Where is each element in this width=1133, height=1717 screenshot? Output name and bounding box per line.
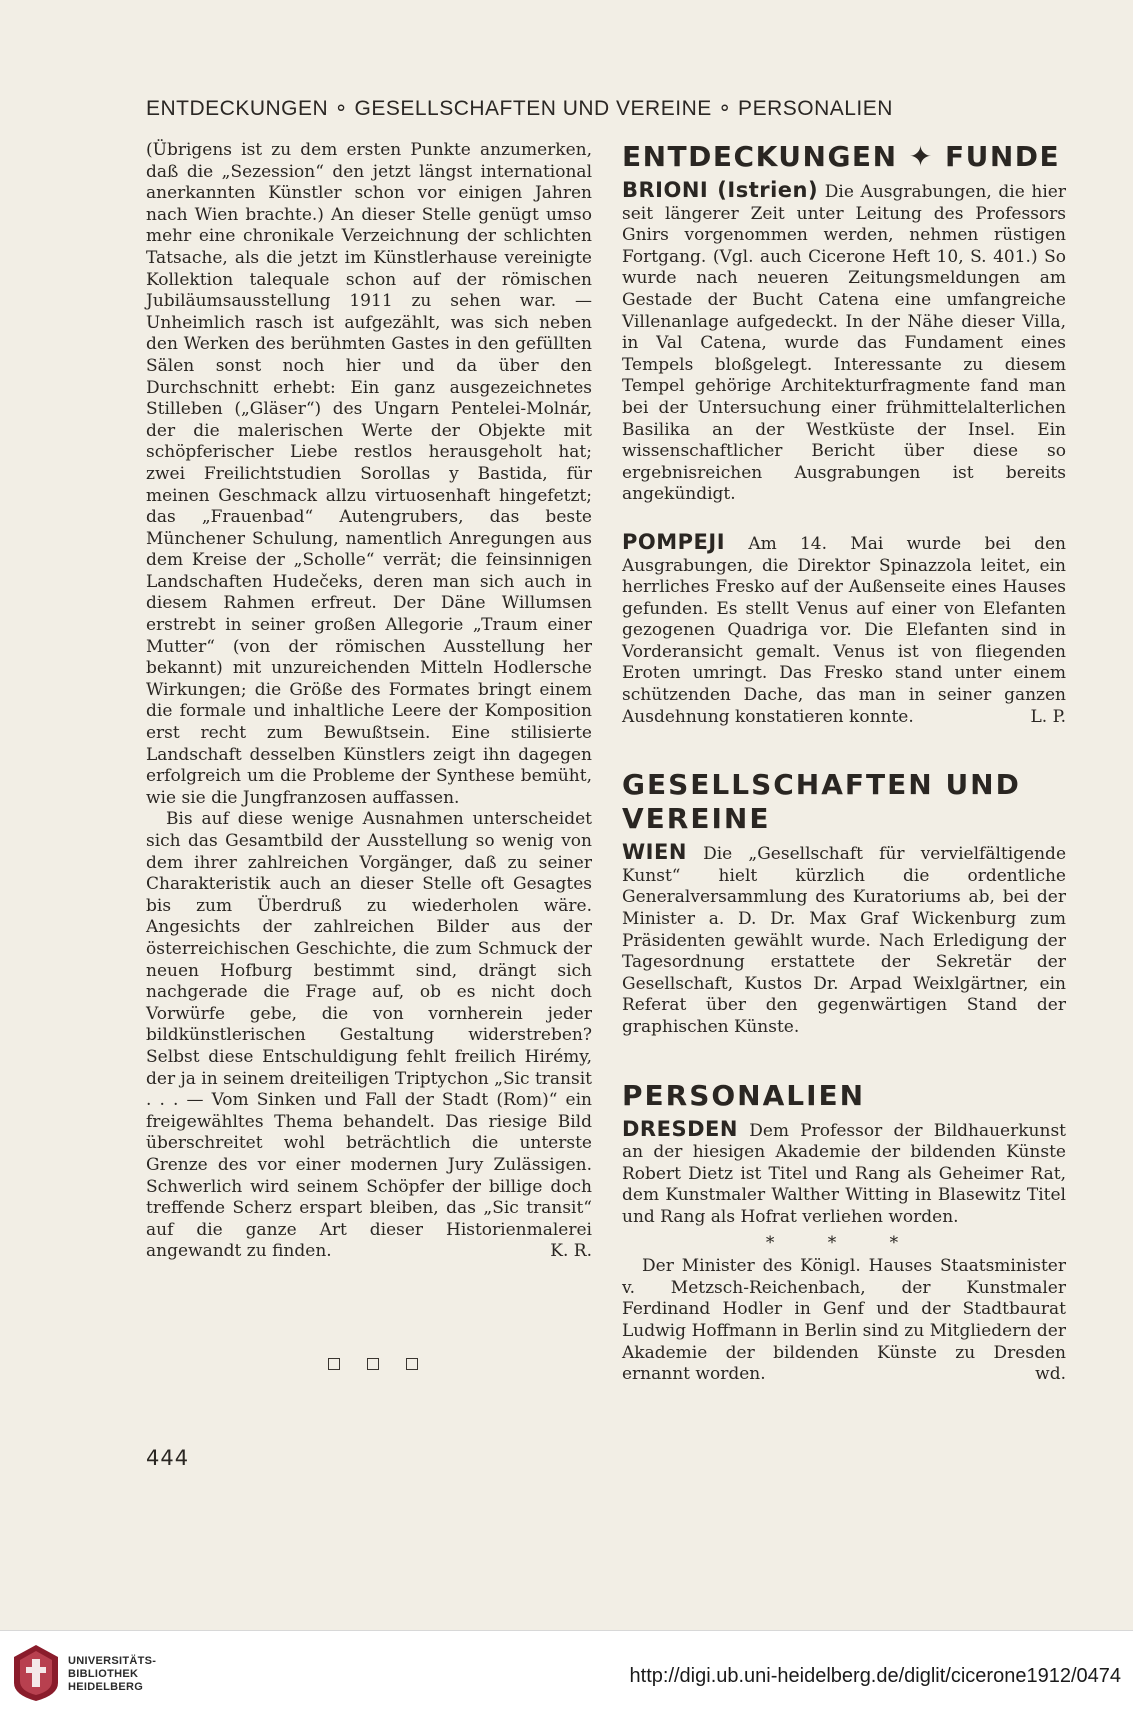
pompeji-article	[622, 529, 1066, 728]
dresden-article	[622, 1116, 1066, 1229]
heading-entdeckungen-funde: ENTDECKUNGEN ✦ FUNDE	[622, 140, 1061, 173]
library-line-3: HEIDELBERG	[68, 1681, 144, 1693]
footer-bar	[0, 1630, 1133, 1717]
running-head: ENTDECKUNGEN ∘ GESELLSCHAFTEN UND VEREINE ∘ PERSONALIEN	[146, 97, 893, 120]
minister-text: Der Minister des Königl. Hauses Staatsminister v. Metzsch-Reichenbach, der Kunstmaler Ferdinand Hodler in Genf und der Stadtbaurat Ludwig Hoffmann in Berlin sind zu Mitgliedern der Akademie der bildenden Künste zu Dresden ernannt worden.	[622, 1256, 1066, 1385]
pompeji-text: Am 14. Mai wurde bei den Ausgrabungen, die Direktor Spinazzola leitet, ein herrliches Fresko auf der Außenseite eines Hauses gefunden. Es stellt Venus auf einer von Elefanten gezogenen Quadriga vor. Die Elefanten sind in Vorderansicht gemalt. Venus ist von fliegenden Eroten umringt. Das Fresko stand unter einem schützenden Dache, das man in seiner ganzen Ausdehnung konstatieren konnte.	[622, 533, 1066, 727]
wien-text: Die „Gesellschaft für vervielfältigende Kunst“ hielt kürzlich die ordentliche Generalversammlung des Kuratoriums ab, bei der Minister a. D. Dr. Max Graf Wickenburg zum Präsidenten gewählt wurde. Nach Erledigung der Tagesordnung erstattete der Sekretär der Gesellschaft, Kustos Dr. Arpad Weixlgärtner, ein Referat über den gegenwärtigen Stand der graphischen Künste.	[622, 844, 1066, 1037]
heading-personalien: PERSONALIEN	[622, 1078, 866, 1112]
section-end-ornament	[328, 1358, 418, 1370]
left-paragraph-1: (Übrigens ist zu dem ersten Punkte anzumerken, daß die „Sezession“ den jetzt längst international anerkannten Künstler schon vor einigen Jahren nach Wien brachte.) An dieser Stelle genügt umso mehr eine chronikale Verzeichnung der schlichten Tatsache, als die jetzt im Künstlerhause vereinigte Kollektion talequale schon auf der römischen Jubiläumsausstellung 1911 zu sehen war. — Unheimlich rasch ist aufgezählt, was sich neben den Werken des berühmten Gastes in den gefüllten Sälen sonst noch hier und da über den Durchschnitt erhebt: Ein ganz ausgezeichnetes Stilleben („Gläser“) des Ungarn Pentelei-Molnár, der die malerischen Werte der Objekte mit schöpferischer Liebe restlos herausgeholt hat; zwei Freilichtstudien Sorollas y Bastida, für meinen Geschmack allzu virtuosenhaft hingefetzt; das „Frauenbad“ Autengrubers, das beste Münchener Schulung, namentlich Anregungen aus dem Kreise der „Scholle“ verrät; die feinsinnigen Landschaften Hudečeks, deren man sich auch in diesem Rahmen erfreut. Der Däne Willumsen erstrebt in seiner großen Allegorie „Traum einer Mutter“ (von der römischen Ausstellung her bekannt) mit unzureichenden Mitteln Hodlersche Wirkungen; die Größe des Formates bringt einem die formale und inhaltliche Leere der Komposition erst recht zum Bewußtsein. Eine stilisierte Landschaft desselben Künstlers zeigt ihn dagegen erfolgreich um die Probleme der Synthese bemüht, wie sie die Jungfranzosen auffassen.	[146, 140, 592, 808]
library-line-1: UNIVERSITÄTS-	[68, 1655, 157, 1667]
minister-sign: wd.	[1035, 1364, 1066, 1385]
pompeji-sign: L. P.	[1030, 706, 1066, 727]
library-name	[68, 1655, 156, 1694]
library-line-2: BIBLIOTHEK	[68, 1668, 139, 1680]
section-stars: * * *	[765, 1232, 923, 1253]
page-number: 444	[146, 1446, 190, 1470]
left-paragraph-2	[146, 809, 592, 1262]
signature-kr: K. R.	[550, 1241, 592, 1262]
library-logo-icon	[10, 1643, 62, 1703]
ornament-square-icon	[328, 1358, 340, 1370]
wien-lead: WIEN	[622, 840, 687, 865]
dresden-lead: DRESDEN	[622, 1116, 738, 1141]
dresden-text: Dem Professor der Bildhauerkunst an der hiesigen Akademie der bildenden Künste Robert Dietz ist Titel und Rang als Geheimer Rat, dem Kunstmaler Walther Witting in Blasewitz Titel und Rang als Hofrat verliehen worden.	[622, 1120, 1066, 1227]
right-column	[622, 140, 1066, 1386]
left-column	[146, 140, 592, 1263]
heading-gesellschaften-vereine: GESELLSCHAFTEN UND VEREINE	[622, 768, 1021, 836]
left-paragraph-2-text: Bis auf diese wenige Ausnahmen unterscheidet sich das Gesamtbild der Ausstellung so wenig von dem ihrer zahlreichen Vorgänger, daß zu seiner Charakteristik auch an dieser Stelle oft Gesagtes bis zum Überdruß zu wiederholen wäre. Angesichts der zahlreichen Bilder aus der österreichischen Geschichte, die zum Schmuck der neuen Hofburg bestimmt sind, drängt sich nachgerade die Frage auf, ob es nicht doch Vorwürfe gebe, die von vornherein jeder bildkünstlerischen Gestaltung widerstreben? Selbst diese Entschuldigung fehlt freilich Hirémy, der ja in seinem dreiteiligen Triptychon „Sic transit . . . — Vom Sinken und Fall der Stadt (Rom)“ ein freigewähltes Thema behandelt. Das riesige Bild überschreitet wohl beträchtlich die unterste Grenze des vor einer modernen Jury Zulässigen. Schwerlich wird seinem Schöpfer der billige doch treffende Scherz erspart bleiben, das „Sic transit“ auf die ganze Art dieser Historienmalerei angewandt zu finden.	[146, 809, 592, 1262]
brioni-article	[622, 180, 1066, 506]
pompeji-lead: POMPEJI	[622, 529, 726, 554]
wien-article	[622, 842, 1066, 1038]
ornament-square-icon	[406, 1358, 418, 1370]
source-url-link[interactable]: http://digi.ub.uni-heidelberg.de/diglit/cicerone1912/0474	[629, 1665, 1121, 1687]
ornament-square-icon	[367, 1358, 379, 1370]
brioni-lead: BRIONI (Istrien)	[622, 178, 819, 202]
minister-article	[622, 1256, 1066, 1386]
brioni-text: Die Ausgrabungen, die hier seit längerer Zeit unter Leitung des Professors Gnirs vorgenommen werden, nehmen rüstigen Fortgang. (Vgl. auch Cicerone Heft 10, S. 401.) So wurde nach neueren Zeitungsmeldungen am Gestade der Bucht Catena eine umfangreiche Villenanlage aufgedeckt. In der Nähe dieser Villa, in Val Catena, wurde das Fundament eines Tempels bloßgelegt. Interessante zu diesem Tempel gehörige Architekturfragmente fand man bei der Untersuchung einer frühmittelalterlichen Basilika an der Westküste der Insel. Ein wissenschaftlicher Bericht über diese so ergebnisreichen Ausgrabungen ist bereits angekündigt.	[622, 182, 1066, 505]
